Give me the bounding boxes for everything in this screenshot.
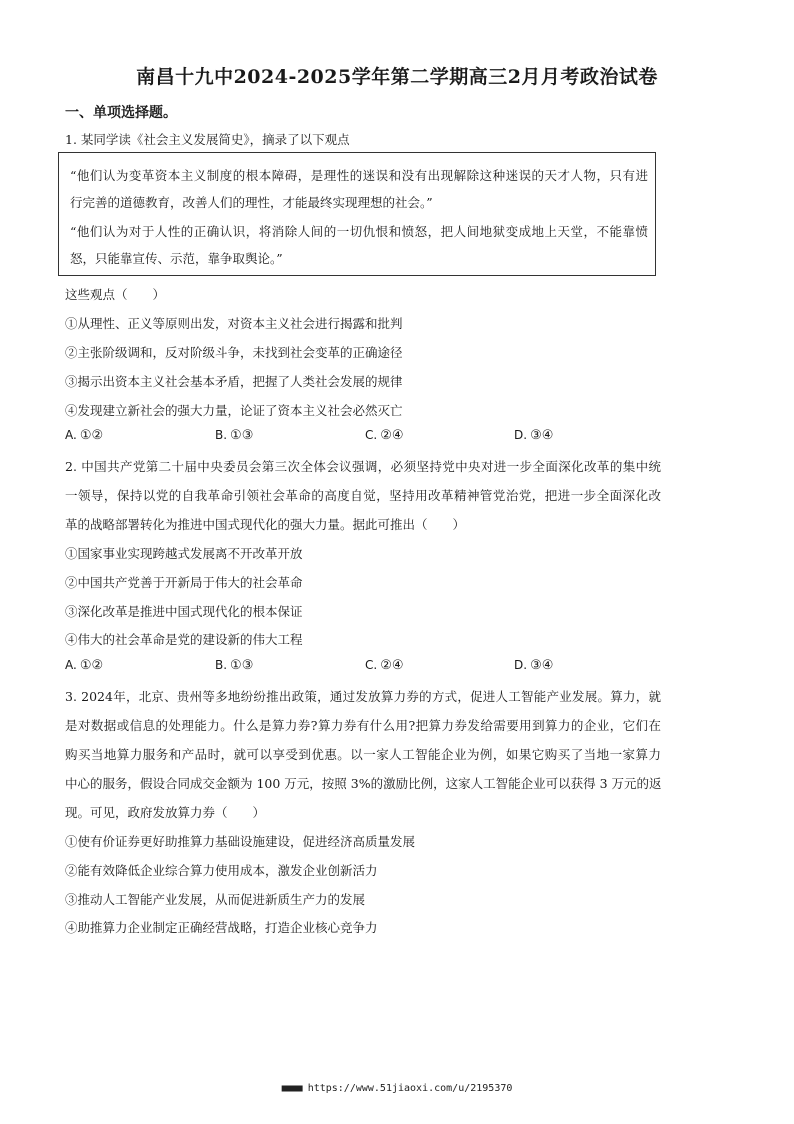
q1-quote-line: 怒，只能靠宣传、示范，靠争取舆论。”: [70, 251, 283, 266]
q3-option: ①使有价证券更好助推算力基础设施建设，促进经济高质量发展: [65, 834, 416, 849]
q3-option: ④助推算力企业制定正确经营战略，打造企业核心竞争力: [65, 920, 378, 935]
choice-text: ②④: [380, 658, 404, 673]
choice-text: ①③: [230, 658, 254, 673]
choice-letter: C.: [365, 658, 378, 672]
choice-letter: D.: [514, 428, 528, 442]
q1-option: ②主张阶级调和，反对阶级斗争，未找到社会变革的正确途径: [65, 345, 403, 360]
q1-prompt: 这些观点（ ）: [65, 287, 166, 302]
q1-option: ③揭示出资本主义社会基本矛盾，把握了人类社会发展的规律: [65, 374, 403, 389]
q1-quote-line: 行完善的道德教育，改善人们的理性，才能最终实现理想的社会。”: [70, 195, 433, 210]
q2-stem-line: 一领导，保持以党的自我革命引领社会革命的高度自觉，坚持用改革精神管党治党，把进一步全面深化改: [65, 488, 661, 503]
choice-letter: A.: [65, 658, 77, 672]
q2-answer-choices: [65, 658, 665, 678]
choice-text: ①③: [230, 428, 254, 443]
answer-choice-b[interactable]: [215, 428, 253, 443]
choice-text: ③④: [530, 658, 554, 673]
section-heading: 一、单项选择题。: [65, 105, 177, 121]
answer-choice-b[interactable]: [215, 658, 253, 673]
q1-option: ①从理性、正义等原则出发，对资本主义社会进行揭露和批判: [65, 316, 403, 331]
choice-letter: B.: [215, 428, 228, 442]
footer-logo-mark: ■■■■: [281, 1083, 302, 1094]
exam-title: 南昌十九中2024-2025学年第二学期高三2月月考政治试卷: [136, 66, 658, 88]
q2-stem-line: 2. 中国共产党第二十届中央委员会第三次全体会议强调，必须坚持党中央对进一步全面深化改革的集中统: [65, 459, 661, 474]
q1-answer-choices: [65, 428, 665, 448]
choice-text: ③④: [530, 428, 554, 443]
q3-stem-line: 购买当地算力服务和产品时，就可以享受到优惠。以一家人工智能企业为例，如果它购买了当地一家算力: [65, 747, 661, 762]
q1-quote-line: “他们认为对于人性的正确认识，将消除人间的一切仇恨和愤怒，把人间地狱变成地上天堂，不能靠愤: [70, 224, 648, 239]
answer-choice-a[interactable]: [65, 428, 103, 443]
q1-quote-line: “他们认为变革资本主义制度的根本障碍，是理性的迷误和没有出现解除这种迷误的天才人物，只有进: [70, 168, 648, 183]
choice-letter: C.: [365, 428, 378, 442]
q1-stem: 1. 某同学读《社会主义发展简史》，摘录了以下观点: [65, 132, 350, 147]
q3-option: ②能有效降低企业综合算力使用成本，激发企业创新活力: [65, 863, 378, 878]
page-footer: [0, 1083, 794, 1094]
q2-option: ②中国共产党善于开新局于伟大的社会革命: [65, 575, 303, 590]
choice-letter: D.: [514, 658, 528, 672]
footer-url-link[interactable]: https://www.51jiaoxi.com/u/2195370: [307, 1083, 513, 1094]
q3-stem-line: 现。可见，政府发放算力券（ ）: [65, 805, 266, 820]
q2-option: ③深化改革是推进中国式现代化的根本保证: [65, 604, 303, 619]
answer-choice-d[interactable]: [514, 658, 553, 673]
choice-letter: B.: [215, 658, 228, 672]
q3-stem-line: 3. 2024年，北京、贵州等多地纷纷推出政策，通过发放算力券的方式，促进人工智能产业发展。算力，就: [65, 689, 661, 704]
q1-option: ④发现建立新社会的强大力量，论证了资本主义社会必然灭亡: [65, 403, 403, 418]
choice-text: ①②: [79, 658, 104, 673]
choice-text: ①②: [79, 428, 104, 443]
choice-letter: A.: [65, 428, 77, 442]
answer-choice-d[interactable]: [514, 428, 553, 443]
answer-choice-c[interactable]: [365, 658, 404, 673]
q2-stem-line: 革的战略部署转化为推进中国式现代化的强大力量。据此可推出（ ）: [65, 517, 466, 532]
q3-stem-line: 中心的服务，假设合同成交金额为 100 万元，按照 3%的激励比例，这家人工智能企业可以获得 3 万元的返: [65, 776, 662, 791]
answer-choice-c[interactable]: [365, 428, 404, 443]
q3-stem-line: 是对数据或信息的处理能力。什么是算力券?算力券有什么用?把算力券发给需要用到算力的企业，它们在: [65, 718, 661, 733]
q2-option: ①国家事业实现跨越式发展离不开改革开放: [65, 546, 303, 561]
answer-choice-a[interactable]: [65, 658, 103, 673]
choice-text: ②④: [380, 428, 404, 443]
q2-option: ④伟大的社会革命是党的建设新的伟大工程: [65, 632, 303, 647]
q3-option: ③推动人工智能产业发展，从而促进新质生产力的发展: [65, 892, 366, 907]
